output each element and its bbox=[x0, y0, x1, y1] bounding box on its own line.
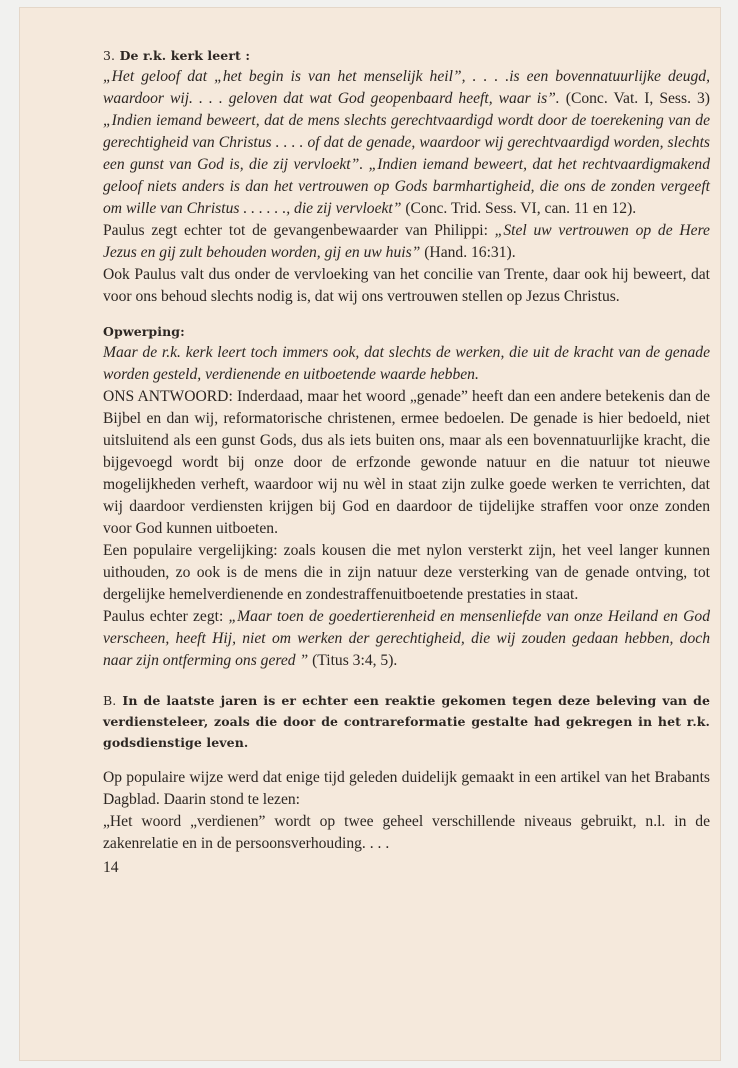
paulus-titus-intro: Paulus echter zegt: bbox=[103, 608, 229, 625]
paulus-titus-reference: (Titus 3:4, 5). bbox=[308, 652, 398, 669]
paulus-philippi-quote: „Stel uw vertrouwen op de Here Jezus en gij zult behouden worden, gij en uw huis” bbox=[103, 222, 710, 261]
paulus-titus-quote: „Maar toen de goedertierenheid en mensenliefde van onze Heiland en God verscheen, heeft Hij, niet om werken der gerechtigheid, die wij zouden gedaan hebben, doch naar zijn ontferming ons gered ” bbox=[103, 608, 710, 669]
section-b-heading bbox=[103, 690, 710, 753]
trent-reference: (Conc. Trid. Sess. VI, can. 11 en 12). bbox=[401, 200, 637, 217]
section-3-number: 3. bbox=[103, 48, 116, 63]
vatican-quote: „Het geloof dat „het begin is van het menselijk heil”, . . . .is een bovennatuurlijke deugd, waardoor wij. . . . geloven dat wat God geopenbaard heeft, waar is”. bbox=[103, 68, 710, 107]
section-3-heading bbox=[103, 46, 710, 66]
paulus-philippi-reference: (Hand. 16:31). bbox=[420, 244, 516, 261]
page-content bbox=[103, 46, 710, 879]
objection-heading: Opwerping: bbox=[103, 324, 185, 339]
page-number: 14 bbox=[103, 859, 119, 876]
paulus-philippi-intro: Paulus zegt echter tot de gevangenbewaarder van Philippi: bbox=[103, 222, 495, 239]
section-3-quote-paragraph bbox=[103, 66, 710, 220]
section-b-title: In de laatste jaren is er echter een reaktie gekomen tegen deze beleving van de verdiensteleer, zoals die door de contrareformatie gestalte had gekregen in het r.k. godsdienstige leven. bbox=[103, 693, 710, 750]
trent-quote: „Indien iemand beweert, dat de mens slechts gerechtvaardigd wordt door de toerekening van de gerechtigheid van Christus . . . . of dat de genade, waardoor wij gerechtvaardigd worden, slechts een gunst van God is, die zij vervloekt”. „Indien iemand beweert, dat het rechtvaardigmakend geloof niets anders is dan het vertrouwen op Gods barmhartigheid, die ons de zonden vergeeft om wille van Christus . . . . . ., die zij vervloekt” bbox=[103, 112, 710, 217]
paulus-titus-paragraph bbox=[103, 606, 710, 672]
objection-text bbox=[103, 342, 710, 386]
section-3-title: De r.k. kerk leert : bbox=[119, 48, 251, 63]
section-b-label: B. bbox=[103, 693, 117, 708]
vatican-reference: (Conc. Vat. I, Sess. 3) bbox=[559, 90, 710, 107]
objection-italic-text: Maar de r.k. kerk leert toch immers ook, dat slechts de werken, die uit de kracht van de genade worden gesteld, verdienende en uitboetende waarde hebben. bbox=[103, 344, 710, 383]
paulus-philippi-paragraph bbox=[103, 220, 710, 264]
section-b-paragraph-1: Op populaire wijze werd dat enige tijd geleden duidelijk gemaakt in een artikel van het Brabants Dagblad. Daarin stond te lezen: bbox=[103, 769, 710, 808]
section-3-conclusion: Ook Paulus valt dus onder de vervloeking van het concilie van Trente, daar ook hij beweert, dat voor ons behoud slechts nodig is, dat wij ons vertrouwen stellen op Jezus Christus. bbox=[103, 266, 710, 305]
comparison-paragraph: Een populaire vergelijking: zoals kousen die met nylon versterkt zijn, het veel langer kunnen uithouden, zo ook is de mens die in zijn natuur deze versterking van de genade ontving, tot dergelijke hemelverdienende en zondestraffenuitboetende prestaties in staat. bbox=[103, 542, 710, 603]
document-page bbox=[20, 8, 720, 1060]
section-b-paragraph-2: „Het woord „verdienen” wordt op twee geheel verschillende niveaus gebruikt, n.l. in de zakenrelatie en in de persoonsverhouding. . . . bbox=[103, 813, 710, 852]
answer-paragraph: ONS ANTWOORD: Inderdaad, maar het woord „genade” heeft dan een andere betekenis dan de Bijbel en dan wij, reformatorische christenen, ermee bedoelen. De genade is hier bedoeld, niet uitsluitend als een gunst Gods, dus als iets buiten ons, maar als een bovennatuurlijke kracht, die bijgevoegd wordt bij onze door de erfzonde gewonde natuur en die natuur tot nieuwe mogelijkheden verheft, waardoor wij nu wèl in staat zijn zulke goede werken te verrichten, dat wij daardoor verdiensten krijgen bij God en daardoor de tijdelijke straffen voor onze zonden voor God kunnen uitboeten. bbox=[103, 388, 710, 537]
